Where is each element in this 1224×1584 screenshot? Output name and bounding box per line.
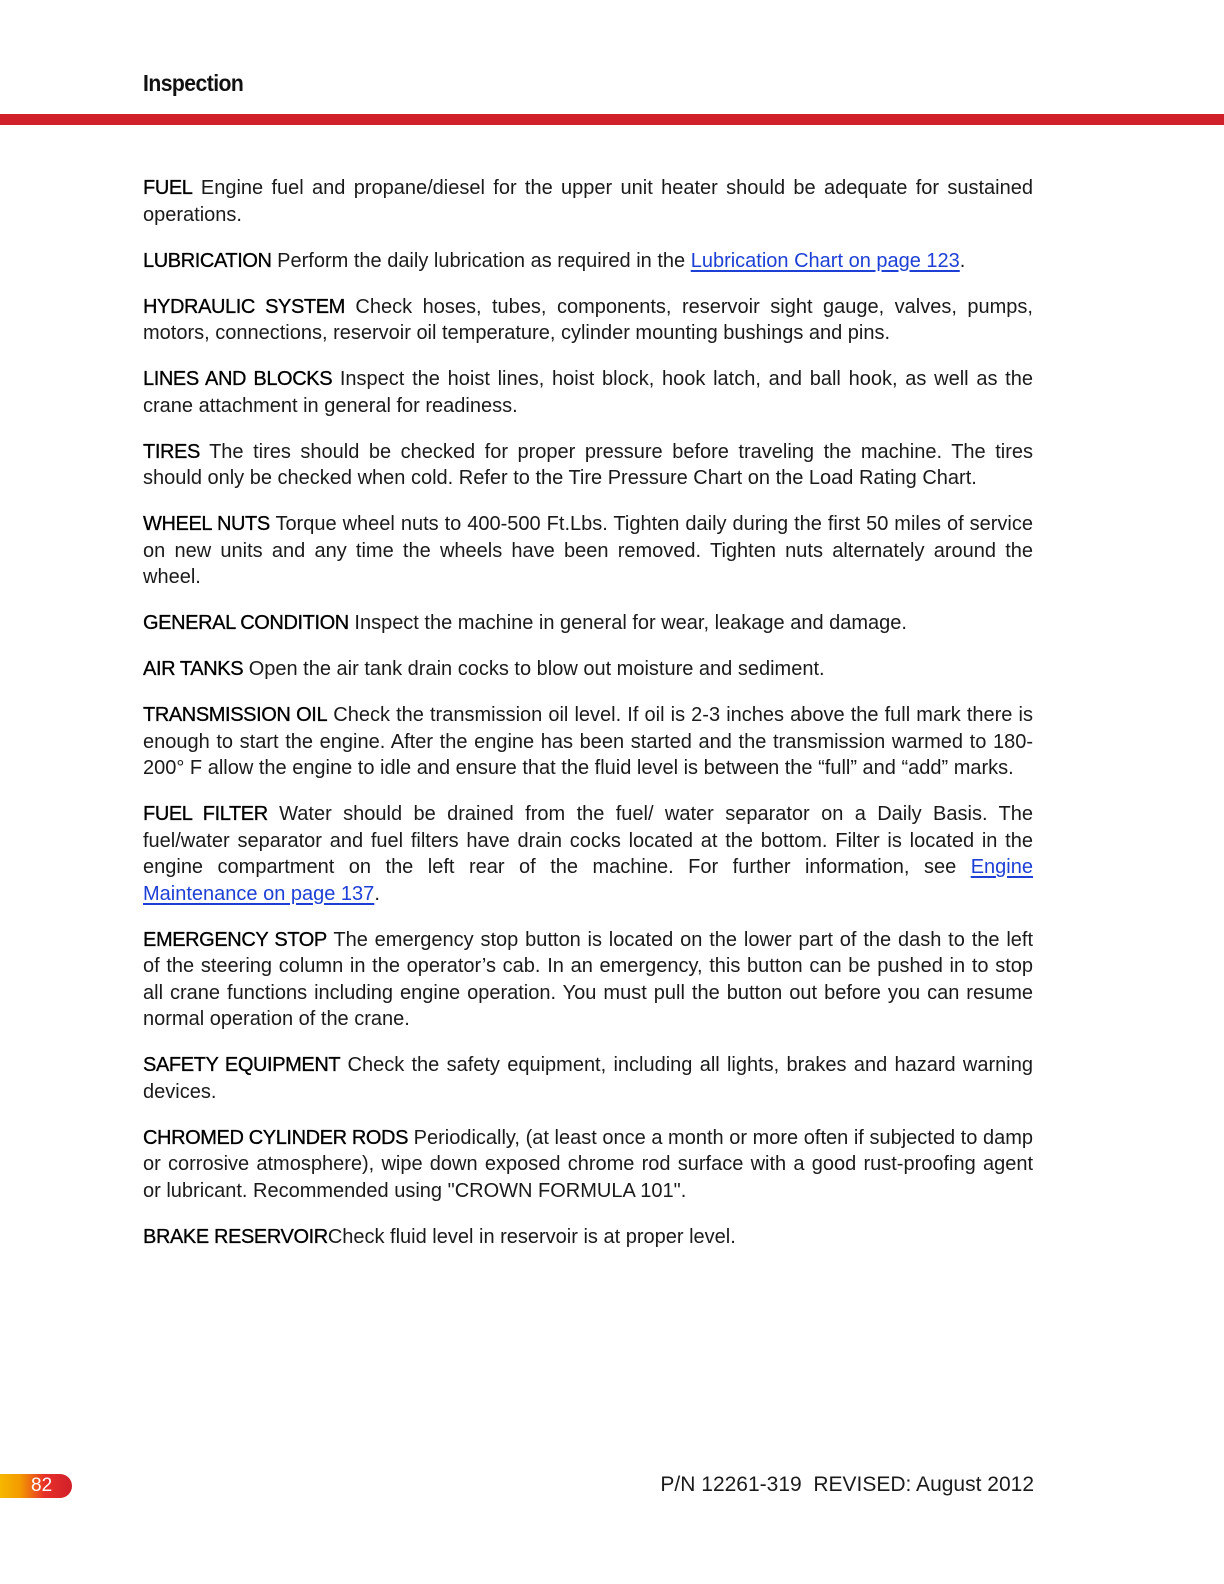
inspection-item-lubrication: [143, 248, 1033, 275]
inspection-item-emergency-stop: [143, 927, 1033, 1033]
inspection-item-general-condition: [143, 610, 1033, 637]
inspection-item-transmission-oil: [143, 702, 1033, 782]
item-label: LINES AND BLOCKS: [143, 368, 333, 390]
item-label: BRAKE RESERVOIR: [143, 1225, 328, 1248]
item-text: Perform the daily lubrication as required in the: [271, 249, 691, 272]
item-label: LUBRICATION: [143, 249, 272, 272]
item-label: EMERGENCY STOP: [143, 928, 327, 951]
item-text: Water should be drained from the fuel/ water separator on a Daily Basis. The fuel/water separator and fuel filters have drain cocks located at the bottom. Filter is located in the engine compartment on the left rear of the machine. For further information, see: [143, 803, 1033, 878]
item-label: CHROMED CYLINDER RODS: [143, 1126, 409, 1149]
item-label: SAFETY EQUIPMENT: [143, 1054, 341, 1076]
item-label: FUEL FILTER: [143, 803, 268, 825]
item-text: Inspect the hoist lines, hoist block, hook latch, and ball hook, as well as the crane attachment in general for readiness.: [143, 368, 1033, 417]
engine-maintenance-link[interactable]: Engine Maintenance on page 137: [143, 856, 1033, 905]
item-label: AIR TANKS: [143, 658, 244, 680]
page-header-title: Inspection: [143, 70, 244, 96]
item-text-after: .: [374, 882, 380, 905]
item-text: Torque wheel nuts to 400-500 Ft.Lbs. Tighten daily during the first 50 miles of service on new units and any time the wheels have been removed. Tighten nuts alternately around the wheel.: [143, 513, 1033, 588]
inspection-item-air-tanks: [143, 656, 1033, 683]
item-text-after: .: [959, 249, 966, 272]
inspection-item-fuel-filter: [143, 801, 1033, 907]
inspection-item-safety-equipment: [143, 1052, 1033, 1105]
footer-doc-info: P/N 12261-319 REVISED: August 2012: [660, 1473, 1034, 1496]
item-text: Inspect the machine in general for wear, leakage and damage.: [348, 612, 907, 634]
item-label: HYDRAULIC SYSTEM: [143, 295, 345, 318]
inspection-item-lines-and-blocks: [143, 366, 1033, 419]
inspection-item-brake-reservoir: [143, 1224, 1033, 1251]
inspection-content: [143, 175, 1033, 1270]
item-label: GENERAL CONDITION: [143, 612, 349, 634]
item-text: The tires should be checked for proper pressure before traveling the machine. The tires should only be checked when cold. Refer to the Tire Pressure Chart on the Load Rating Chart.: [143, 440, 1033, 489]
item-text: Check the safety equipment, including all lights, brakes and hazard warning devices.: [143, 1054, 1033, 1103]
inspection-item-hydraulic-system: [143, 294, 1033, 347]
inspection-item-tires: [143, 439, 1033, 492]
header-divider: [0, 114, 1224, 125]
item-label: TRANSMISSION OIL: [143, 704, 328, 726]
page-number-badge: 82: [0, 1474, 72, 1498]
inspection-item-chromed-cylinder-rods: [143, 1125, 1033, 1205]
inspection-item-wheel-nuts: [143, 511, 1033, 591]
item-label: WHEEL NUTS: [143, 513, 270, 535]
item-text: Open the air tank drain cocks to blow out moisture and sediment.: [243, 658, 825, 680]
item-text: The emergency stop button is located on the lower part of the dash to the left of the steering column in the operator’s cab. In an emergency, this button can be pushed in to stop all crane functions including engine operation. You must pull the button out before you can resume normal operation of the crane.: [143, 928, 1034, 1030]
item-text: Engine fuel and propane/diesel for the upper unit heater should be adequate for sustained operations.: [143, 177, 1033, 226]
item-text: Check fluid level in reservoir is at proper level.: [327, 1225, 736, 1248]
item-text: Periodically, (at least once a month or more often if subjected to damp or corrosive atmosphere), wipe down exposed chrome rod surface with a good rust-proofing agent or lubricant. Recommended using "CROWN FORMULA 101".: [143, 1126, 1033, 1202]
item-label: FUEL: [143, 177, 193, 199]
item-label: TIRES: [143, 440, 200, 463]
item-text: Check hoses, tubes, components, reservoir sight gauge, valves, pumps, motors, connections, reservoir oil temperature, cylinder mounting bushings and pins.: [143, 295, 1033, 344]
lubrication-chart-link[interactable]: Lubrication Chart on page 123: [690, 249, 960, 272]
item-text: Check the transmission oil level. If oil is 2-3 inches above the full mark there is enough to start the engine. After the engine has been started and the transmission warmed to 180-200° F allow the engine to idle and ensure that the fluid level is between the “full” and “add” marks.: [143, 704, 1033, 779]
inspection-item-fuel: [143, 175, 1033, 228]
